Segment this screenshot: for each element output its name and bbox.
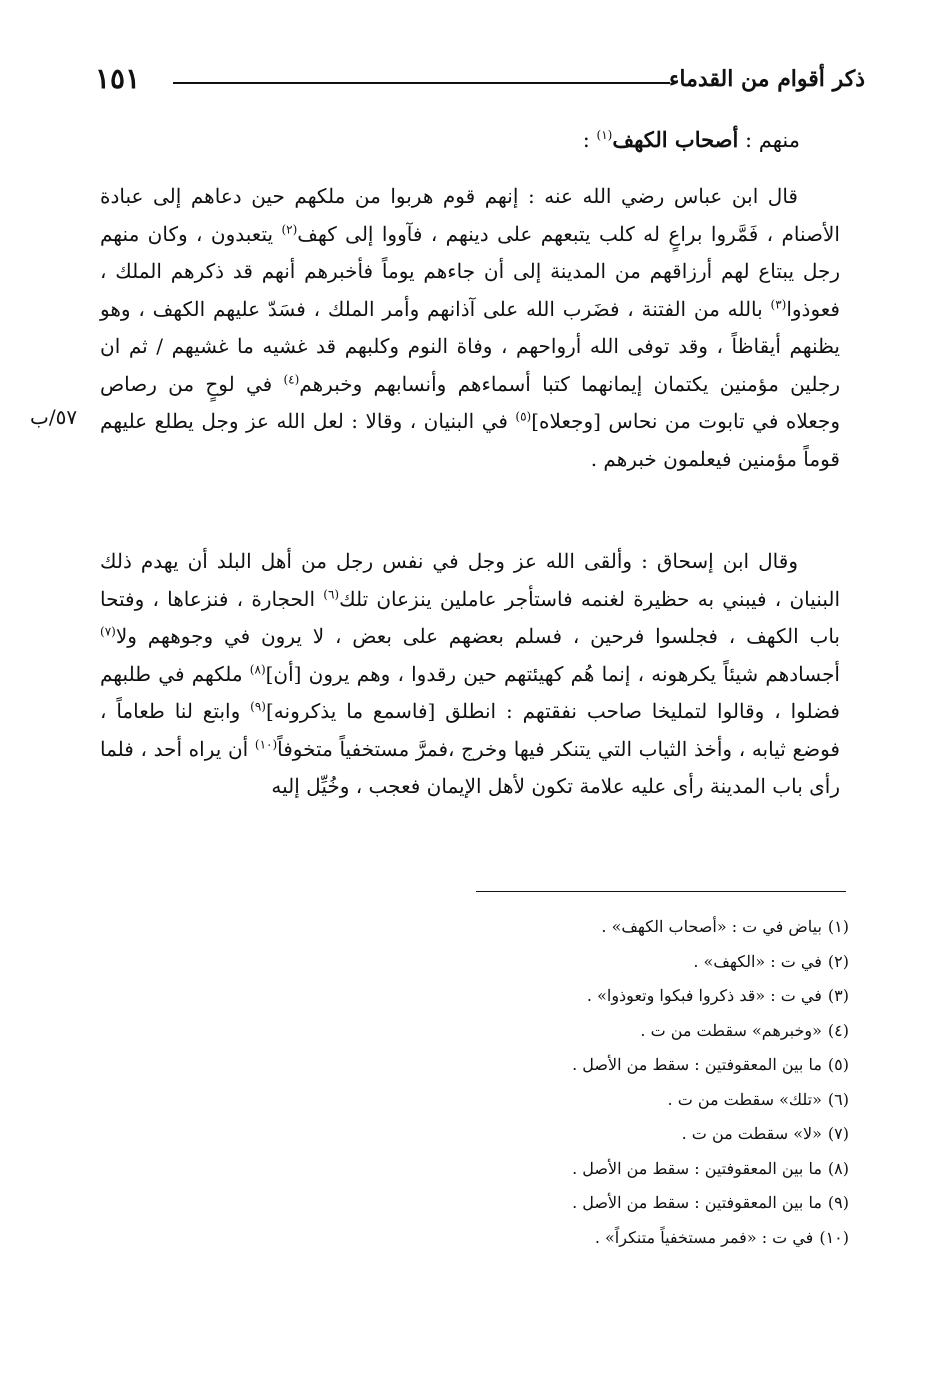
- footnote-text: ما بين المعقوفتين : سقط من الأصل .: [572, 1158, 822, 1178]
- footnote-number: (١): [827, 917, 849, 936]
- footnote-ref: (١٠): [254, 736, 278, 751]
- text-run: في لوحٍ من رصاص وجعلاه في تابوت من نحاس [وجعلاه]: [100, 371, 840, 433]
- footnote-text: «تلك» سقطت من ت .: [667, 1089, 822, 1109]
- footnote-text: في ت : «الكهف» .: [693, 951, 822, 971]
- footnote-ref: (٣): [770, 296, 787, 311]
- footnote-ref: (٨): [249, 661, 266, 676]
- footnote-ref: (٤): [283, 371, 300, 386]
- page-header: [95, 62, 865, 102]
- footnote-text: «لا» سقطت من ت .: [681, 1124, 822, 1143]
- footnote-item: [349, 1083, 849, 1118]
- footnote-ref: (٦): [323, 586, 340, 601]
- footnote-item: [349, 1186, 849, 1221]
- footnote-item: [349, 1221, 849, 1256]
- heading-suffix: :: [582, 128, 590, 152]
- text-run: بالله من الفتنة ، فضَرب الله على آذانهم وأمر الملك ، فسَدّ عليهم الكهف ، وهو يظنهم أيقاظاً ، وقد توفى الله أرواحهم ، وفاة النوم وكلبهم قد غشيه ما غشيهم / ثم ان رجلين مؤمنين يكتمان إيمانهما كتبا أسماءهم وأنسابهم وخبرهم: [100, 296, 840, 396]
- page-number: ١٥١: [95, 62, 141, 95]
- footnote-ref: (٧): [100, 624, 116, 639]
- footnote-item: [349, 1048, 849, 1083]
- footnote-number: (١٠): [819, 1227, 849, 1247]
- footnote-text: بياض في ت : «أصحاب الكهف» .: [601, 917, 822, 936]
- paragraph-ibn-abbas: [100, 178, 840, 478]
- footnote-number: (٢): [827, 951, 849, 971]
- footnote-text: ما بين المعقوفتين : سقط من الأصل .: [572, 1055, 822, 1074]
- footnote-text: ما بين المعقوفتين : سقط من الأصل .: [572, 1193, 822, 1212]
- footnote-number: (٦): [827, 1089, 849, 1109]
- footnote-separator: [476, 891, 846, 892]
- footnote-item: [349, 910, 849, 945]
- text-run: في البنيان ، وقالا : لعل الله عز وجل يطلع عليهم قوماً مؤمنين فيعلمون خبرهم .: [100, 409, 840, 471]
- footnote-number: (٤): [827, 1020, 849, 1040]
- section-heading: [300, 127, 800, 152]
- text-run: يتعبدون ، وكان منهم رجل يبتاع لهم أرزاقهم من المدينة إلى أن جاءهم يوماً فأخبرهم أنهم قد ذكرهم الملك ، فعوذوا: [100, 221, 840, 321]
- footnote-text: في ت : «قد ذكروا فبكوا وتعوذوا» .: [586, 986, 822, 1005]
- text-run: ملكهم في طلبهم فضلوا ، وقالوا لتمليخا صاحب نفقتهم : انطلق [فاسمع ما يذكرونه]: [100, 661, 840, 723]
- text-run: قال ابن عباس رضي الله عنه : إنهم قوم هربوا من ملكهم حين دعاهم إلى عبادة الأصنام ، فَمَّروا براعٍ له كلب يتبعهم على دينهم ، فآووا إلى كهف: [100, 184, 840, 246]
- footnote-item: [349, 1117, 849, 1152]
- text-run: وقال ابن إسحاق : وألقى الله عز وجل في نفس رجل من أهل البلد أن يهدم ذلك البنيان ، فيبني به حظيرة لغنمه فاستأجر عاملين ينزعان تلك: [100, 549, 840, 611]
- footnote-number: (٣): [827, 986, 849, 1005]
- header-rule: [173, 82, 670, 84]
- footnote-number: (٨): [827, 1158, 849, 1178]
- footnote-number: (٩): [827, 1193, 849, 1212]
- footnote-item: [349, 979, 849, 1014]
- manuscript-folio-note: ٥٧/ب: [30, 405, 78, 429]
- footnotes-list: [349, 910, 849, 1255]
- footnote-text: «وخبرهم» سقطت من ت .: [640, 1020, 822, 1040]
- text-run: الحجارة ، فنزعاها ، وفتحا باب الكهف ، فجلسوا فرحين ، فسلم بعضهم على بعض ، لا يرون في وجوههم ولا: [100, 586, 840, 648]
- footnote-ref: (٩): [250, 699, 266, 714]
- footnote-ref: (٥): [515, 409, 532, 424]
- footnote-ref: (١): [596, 128, 613, 142]
- text-run: أجسادهم شيئاً يكرهونه ، إنما هُم كهيئتهم حين رقدوا ، وهم يرون [أن]: [265, 661, 840, 686]
- footnote-ref: (٢): [281, 221, 298, 236]
- text-run: وابتع لنا طعاماً ، فوضع ثيابه ، وأخذ الثياب التي يتنكر فيها وخرج ،فمرَّ مستخفياً متخوفاً: [100, 699, 840, 761]
- footnote-number: (٧): [827, 1124, 849, 1143]
- heading-prefix: منهم :: [745, 128, 800, 152]
- heading-title: أصحاب الكهف: [612, 127, 739, 152]
- footnote-item: [349, 945, 849, 980]
- footnote-number: (٥): [827, 1055, 849, 1074]
- footnote-text: في ت : «فمر مستخفياً متنكراً» .: [594, 1227, 814, 1247]
- paragraph-ibn-ishaq: [100, 543, 840, 806]
- footnote-item: [349, 1152, 849, 1187]
- footnote-item: [349, 1014, 849, 1049]
- text-run: أن يراه أحد ، فلما رأى باب المدينة رأى عليه علامة تكون لأهل الإيمان فعجب ، وخُيِّل إليه: [100, 736, 840, 798]
- running-title: ذكر أقوام من القدماء: [669, 66, 865, 92]
